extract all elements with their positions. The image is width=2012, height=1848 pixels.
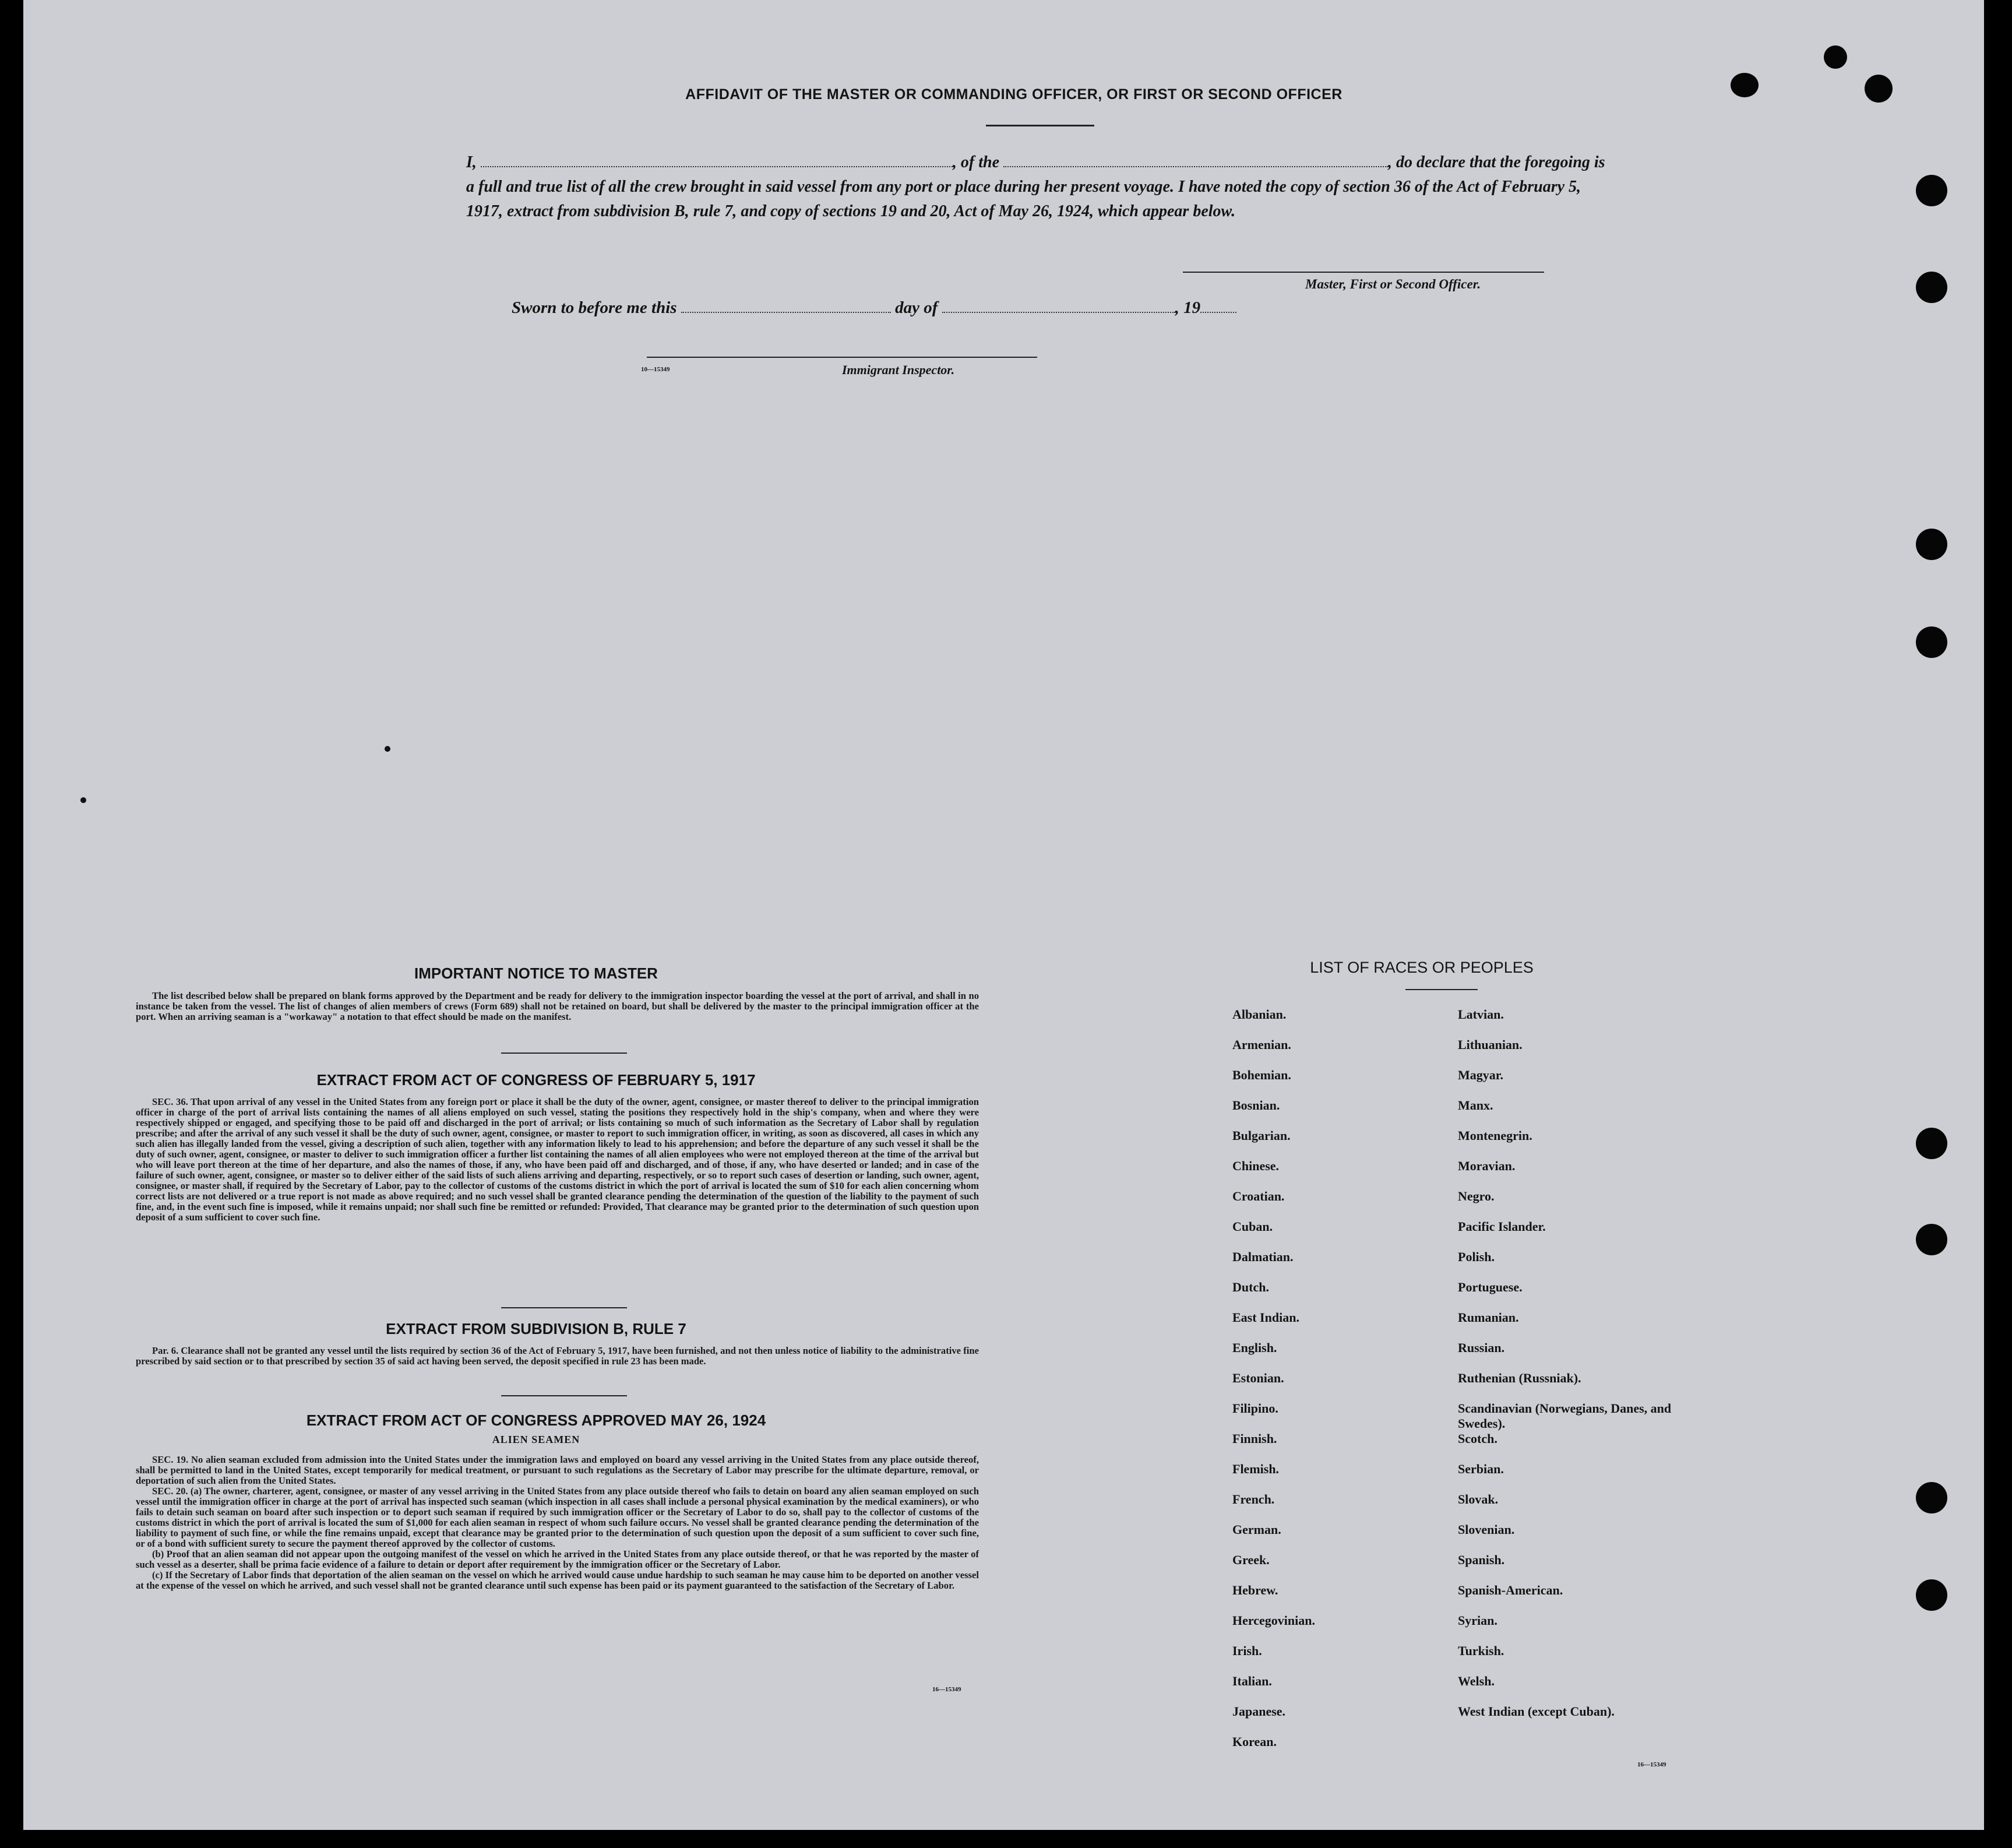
affidavit-form-number: 10—15349 — [641, 366, 670, 373]
race-item: Croatian. — [1232, 1189, 1285, 1203]
sec-20a-paragraph: SEC. 20. (a) The owner, charterer, agent, consignee, or master of any vessel arriving in the United States from any place outside thereof who fails to detain on board any alien seaman employed on such vessel until the immigration officer in charge at the port of arrival has inspected such seaman (which inspection in all cases shall include a personal physical examination by the medical examiners), or who fails to detain such seaman on board after such inspection or to deport such seaman if required by such immigration officer or the Secretary of Labor to do so, shall pay to the collector of customs of the customs district in which the port of arrival is located the sum of $1,000 for each alien seaman in respect of whom such failure occurs. No vessel shall be granted clearance pending the determination of the liability to payment of such fine, or while the fine remains unpaid, except that clearance may be granted prior to the determination of such question upon the deposit of a sum sufficient to cover such fine, or of a bond with sufficient surety to secure the payment thereof approved by the collector of customs. — [136, 1486, 979, 1549]
race-item: Turkish. — [1458, 1643, 1504, 1658]
race-item: Japanese. — [1232, 1704, 1286, 1719]
race-item: English. — [1232, 1340, 1277, 1355]
oath-do-declare: , do declare — [1388, 153, 1465, 171]
inspector-signature-line — [647, 357, 1037, 358]
race-item: Polish. — [1458, 1249, 1495, 1264]
oath-of-the: , of the — [952, 153, 1000, 171]
binder-hole — [1916, 1128, 1947, 1159]
race-item: Greek. — [1232, 1553, 1270, 1567]
race-item: Syrian. — [1458, 1613, 1497, 1628]
sworn-prefix: Sworn to before me this — [512, 298, 677, 317]
master-signature-label: Master, First or Second Officer. — [1305, 277, 1481, 291]
name-blank — [481, 153, 953, 167]
race-item: Hebrew. — [1232, 1583, 1278, 1597]
race-item: East Indian. — [1232, 1310, 1299, 1325]
section-divider — [501, 1395, 627, 1396]
race-item: Estonian. — [1232, 1371, 1284, 1385]
race-item: Flemish. — [1232, 1462, 1280, 1476]
race-item: Cuban. — [1232, 1219, 1273, 1234]
race-item: Albanian. — [1232, 1007, 1287, 1022]
race-item: French. — [1232, 1492, 1275, 1506]
race-item: Lithuanian. — [1458, 1037, 1523, 1052]
sworn-day-of: day of — [895, 298, 938, 317]
binder-hole — [1916, 1579, 1947, 1611]
race-item: Slovak. — [1458, 1492, 1499, 1506]
race-item: Dalmatian. — [1232, 1249, 1294, 1264]
race-item: Spanish. — [1458, 1553, 1505, 1567]
race-item: Bohemian. — [1232, 1068, 1291, 1082]
extract-1924-title: EXTRACT FROM ACT OF CONGRESS APPROVED MAY 26, 1924 — [306, 1411, 766, 1429]
sworn-year-blank — [1200, 299, 1236, 313]
race-item: Portuguese. — [1458, 1280, 1523, 1294]
sworn-day-blank — [681, 299, 891, 313]
ink-speck — [80, 797, 86, 803]
race-item: Scotch. — [1458, 1431, 1497, 1446]
race-item: Finnish. — [1232, 1431, 1277, 1446]
race-item: Bulgarian. — [1232, 1128, 1291, 1143]
race-item: Filipino. — [1232, 1401, 1278, 1416]
races-right-column — [1458, 1007, 1703, 1734]
par-6-paragraph: Par. 6. Clearance shall not be granted any vessel until the lists required by section 36 of the Act of February 5, 1917, have been furnished, and not then unless notice of liability to the administrative fine prescribed by said section or to that prescribed by section 35 of said act having been served, the deposit specified in rule 23 has been made. — [136, 1345, 979, 1367]
section-divider — [501, 1053, 627, 1054]
race-item: Armenian. — [1232, 1037, 1291, 1052]
race-item: Latvian. — [1458, 1007, 1504, 1022]
race-item: West Indian (except Cuban). — [1458, 1704, 1615, 1719]
master-signature-line — [1183, 272, 1544, 273]
extract-1924-body — [136, 1455, 979, 1591]
sworn-year: , 19 — [1175, 298, 1201, 317]
sworn-line — [512, 298, 1236, 318]
races-left-column — [1232, 1007, 1419, 1765]
vessel-blank — [1003, 153, 1388, 167]
title-divider — [986, 125, 1094, 126]
extract-rule7-body — [136, 1346, 979, 1367]
section-36-paragraph: SEC. 36. That upon arrival of any vessel in the United States from any foreign port or place it shall be the duty of the owner, agent, consignee, or master thereof to deliver to the principal immigration officer in charge of the port of arrival lists containing the names of all aliens employed on such vessel, stating the positions they respectively hold in the ship's company, when and where they were respectively shipped or engaged, and specifying those to be paid off and discharged in the port of arrival; or lists containing so much of such information as the Secretary of Labor shall by regulation prescribe; and after the arrival of any such vessel it shall be the duty of such owner, agent, consignee, or master to report to such immigration officer, in writing, as soon as discovered, all cases in which any such alien has illegally landed from the vessel, giving a description of such alien, together with any information likely to lead to his apprehension; and before the departure of any such vessel it shall be the duty of such owner, agent, consignee, or master to deliver to such immigration officer a further list containing the names of all alien employees who were not employed thereon at the time of the arrival but who will leave port thereon at the time of her departure, and also the names of those, if any, who have been paid off and discharged, and of those, if any, who have deserted or landed; and in case of the failure of such owner, agent, consignee, or master so to deliver either of the said lists of such aliens arriving and departing, respectively, or so to report such cases of desertion or landing, such owner, agent, consignee, or master shall, if required by the Secretary of Labor, pay to the collector of customs of the customs district in which the port of arrival is located the sum of $10 for each alien concerning whom correct lists are not delivered or a true report is not made as above required; and no such vessel shall be granted clearance pending the determination of the question of the liability to the payment of such fine, and, in the event such fine is imposed, while it remains unpaid; nor shall such fine be remitted or refunded: Provided, That clearance may be granted prior to the determination of such question upon deposit of a sum sufficient to cover such fine. — [136, 1096, 979, 1223]
race-item: Scandinavian (Norwegians, Danes, and Swedes). — [1458, 1401, 1672, 1431]
notice-paragraph: The list described below shall be prepared on blank forms approved by the Department and be ready for delivery to the immigration inspector boarding the vessel at the port of arrival, and shall in no instance be taken from the vessel. The list of changes of alien members of crews (Form 689) shall not be retained on board, but shall be delivered by the master to the principal immigration officer at the port. When an arriving seaman is a "workaway" a notation to that effect should be made on the manifest. — [136, 990, 979, 1022]
races-form-number: 16—15349 — [1637, 1761, 1666, 1768]
notice-title: IMPORTANT NOTICE TO MASTER — [414, 965, 658, 982]
binder-hole — [1865, 75, 1893, 103]
race-item: Italian. — [1232, 1674, 1272, 1688]
oath-body: that the foregoing is a full and true list of all the crew brought in said vessel from any port or place during her present voyage. I have noted the copy of section 36 of the Act of February 5, 1917, extract from subdivision B, rule 7, and copy of sections 19 and 20, Act of May 26, 1924, which appear below. — [466, 153, 1605, 220]
race-item: Montenegrin. — [1458, 1128, 1532, 1143]
alien-seamen-subtitle: ALIEN SEAMEN — [492, 1434, 580, 1445]
race-item: Serbian. — [1458, 1462, 1504, 1476]
binder-hole — [1916, 1482, 1947, 1513]
race-item: Bosnian. — [1232, 1098, 1280, 1113]
binder-hole — [1916, 272, 1947, 303]
sworn-month-blank — [942, 299, 1175, 313]
binder-hole — [1731, 73, 1759, 97]
race-item: Ruthenian (Russniak). — [1458, 1371, 1581, 1385]
oath-text — [466, 150, 1608, 224]
document-page — [23, 0, 1984, 1830]
race-item: Negro. — [1458, 1189, 1495, 1203]
inspector-label: Immigrant Inspector. — [842, 362, 955, 377]
race-item: Rumanian. — [1458, 1310, 1519, 1325]
section-divider — [501, 1307, 627, 1308]
notice-body — [136, 991, 979, 1022]
race-item: Moravian. — [1458, 1159, 1516, 1173]
race-item: Pacific Islander. — [1458, 1219, 1546, 1234]
race-item: Manx. — [1458, 1098, 1493, 1113]
affidavit-title: AFFIDAVIT OF THE MASTER OR COMMANDING OFFICER, OR FIRST OR SECOND OFFICER — [685, 86, 1342, 103]
race-item: Russian. — [1458, 1340, 1505, 1355]
binder-hole — [1916, 1224, 1947, 1255]
extract-rule7-title: EXTRACT FROM SUBDIVISION B, RULE 7 — [386, 1320, 686, 1337]
binder-hole — [1916, 175, 1947, 206]
race-item: Hercegovinian. — [1232, 1613, 1315, 1628]
ink-speck — [385, 746, 390, 752]
race-item: Slovenian. — [1458, 1522, 1515, 1537]
race-item: Magyar. — [1458, 1068, 1504, 1082]
race-item: Irish. — [1232, 1643, 1262, 1658]
race-item: Spanish-American. — [1458, 1583, 1563, 1597]
sec-19-paragraph: SEC. 19. No alien seaman excluded from admission into the United States under the immigration laws and employed on board any vessel arriving in the United States from any place outside thereof, shall be permitted to land in the United States, except temporarily for medical treatment, or pursuant to such regulations as the Secretary of Labor may prescribe for the ultimate departure, removal, or deportation of such alien from the United States. — [136, 1454, 979, 1486]
extract-1917-body — [136, 1097, 979, 1223]
race-item: Korean. — [1232, 1734, 1277, 1749]
binder-hole — [1824, 45, 1847, 69]
sec-20c-paragraph: (c) If the Secretary of Labor finds that deportation of the alien seaman on the vessel on which he arrived would cause undue hardship to such seaman he may cause him to be deported on another vessel at the expense of the vessel on which he arrived, and such vessel shall not be granted clearance until such expense has been paid or its payment guaranteed to the satisfaction of the Secretary of Labor. — [136, 1569, 979, 1591]
sec-20b-paragraph: (b) Proof that an alien seaman did not appear upon the outgoing manifest of the vessel on which he arrived in the United States from any place outside thereof, or that he was reported by the master of such vessel as a deserter, shall be prima facie evidence of a failure to detain or deport after requirement by the immigration officer or the Secretary of Labor. — [136, 1548, 979, 1570]
races-title: LIST OF RACES OR PEOPLES — [1310, 959, 1534, 976]
race-item: Dutch. — [1232, 1280, 1269, 1294]
race-item: Chinese. — [1232, 1159, 1280, 1173]
race-item: Welsh. — [1458, 1674, 1495, 1688]
races-divider — [1405, 989, 1478, 990]
binder-hole — [1916, 626, 1947, 658]
race-item: German. — [1232, 1522, 1281, 1537]
extract-form-number: 16—15349 — [932, 1686, 961, 1693]
oath-i: I, — [466, 153, 477, 171]
extract-1917-title: EXTRACT FROM ACT OF CONGRESS OF FEBRUARY 5, 1917 — [316, 1071, 756, 1089]
binder-hole — [1916, 529, 1947, 560]
